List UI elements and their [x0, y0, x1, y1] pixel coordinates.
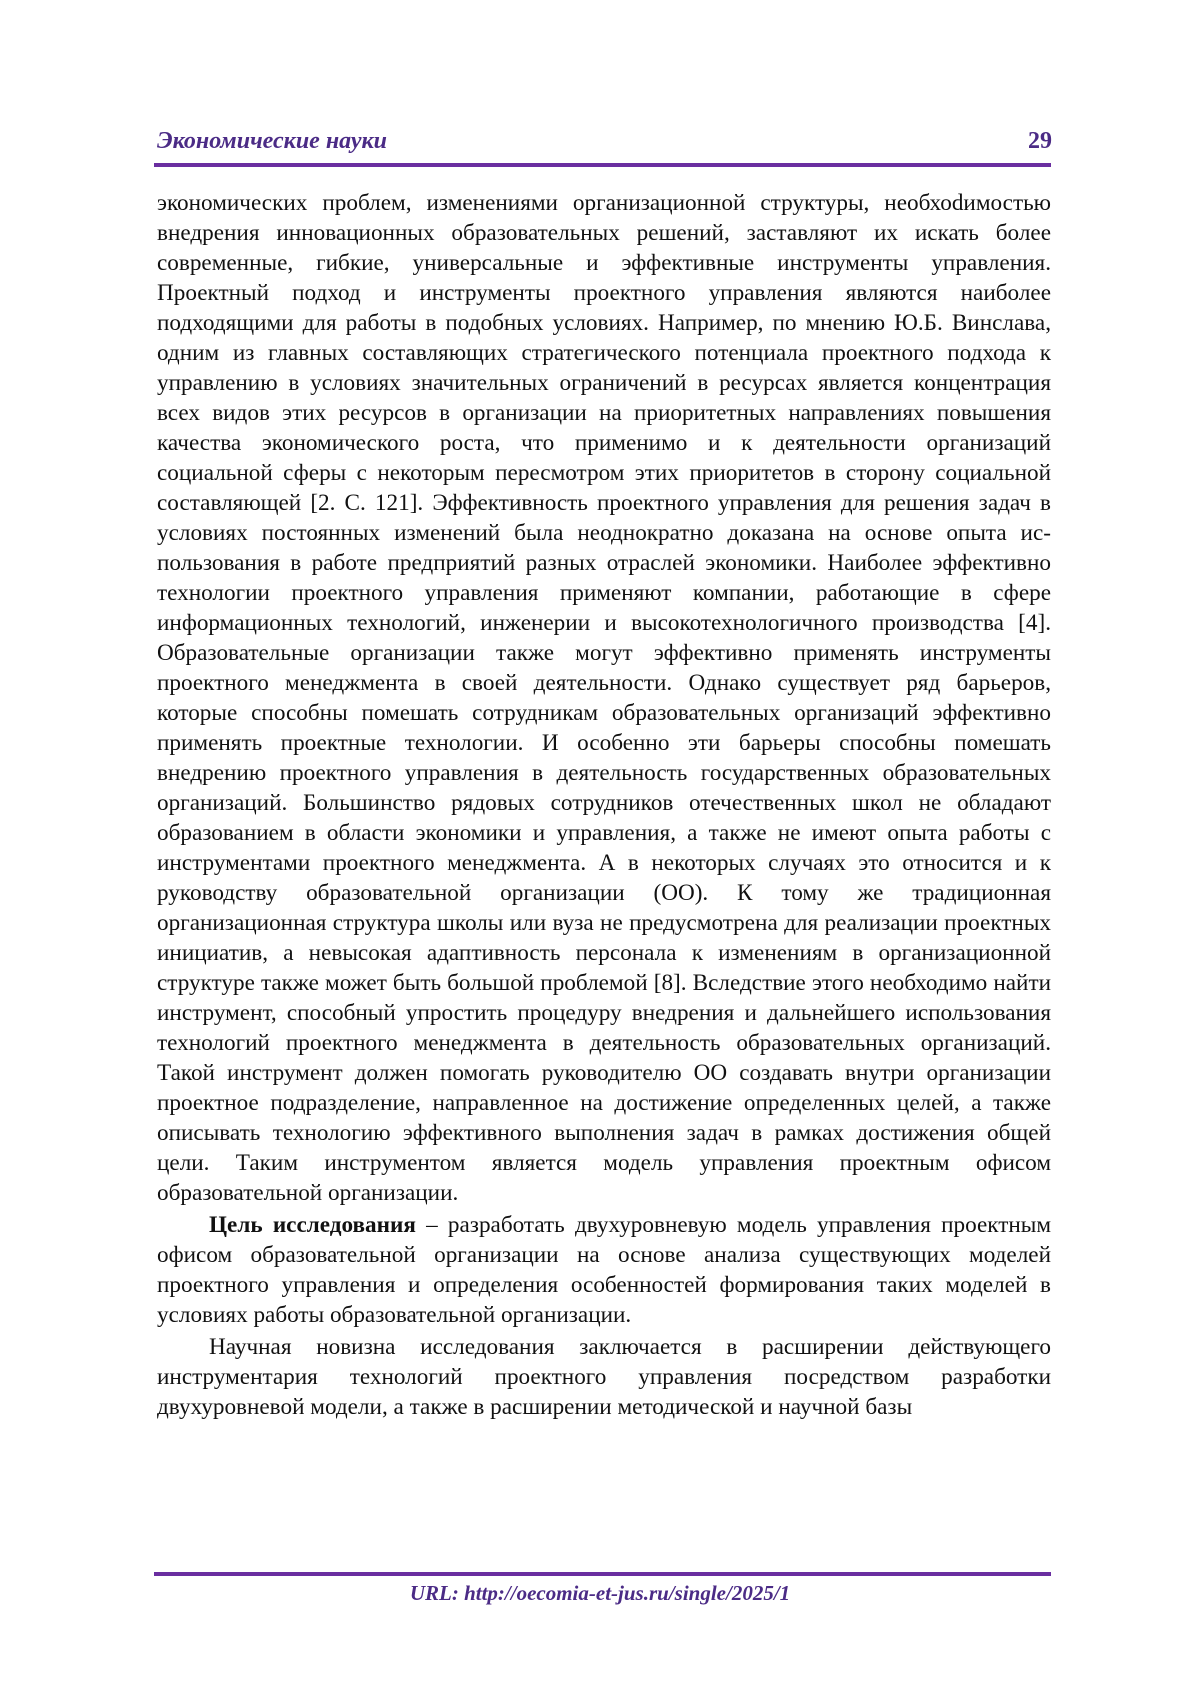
- running-header: [157, 128, 1052, 164]
- footer-divider: [154, 1572, 1051, 1576]
- novelty-paragraph: Научная новизна исследования заключается в расширении действующего инструментария технологий проектного управления посредством разработки двухуровневой модели, а также в расширении методической и научной базы: [157, 1334, 1051, 1420]
- research-goal-label: Цель исследования: [209, 1212, 416, 1238]
- section-title: Экономические науки: [157, 128, 387, 154]
- research-goal-text: – разработать двухуровневую модель управления проектным офисом образовательной организации на основе анализа существующих моделей проектного управления и определения особенностей формирования таких моделей в условиях работы образовательной организации.: [157, 1212, 1051, 1328]
- body-paragraph: экономических проблем, изменениями организационной структуры, необхоdимостью внедрения инновационных образовательных решений, заставляют их искать более современные, гибкие, универсальные и эффективные инструменты управления. Проектный подход и инструменты проектного управления являются наиболее подходящими для работы в подобных условиях. Например, по мнению Ю.Б. Винслава, одним из главных составляющих стратегического потенциала проектного подхода к управлению в условиях значительных ограничений в ресурсах является концентрация всех видов этих ресурсов в организации на приоритетных направлениях повышения качества экономического роста, что применимо и к деятельности организаций социальной сферы с некоторым пересмотром этих приоритетов в сторону социальной составляющей [2. С. 121]. Эффективность проектного управления для решения задач в условиях постоянных изменений была неоднократно доказана на основе опыта использования в работе предприятий разных отраслей экономики. Наиболее эффективно технологии проектного управления применяют компании, работающие в сфере информационных технологий, инженерии и высокотехнологичного производства [4]. Образовательные организации также могут эффективно применять инструменты проектного менеджмента в своей деятельности. Однако существует ряд барьеров, которые способны помешать сотрудникам образовательных организаций эффективно применять проектные технологии. И особенно эти барьеры способны помешать внедрению проектного управления в деятельность государственных образовательных организаций. Большинство рядовых сотрудников отечественных школ не обладают образованием в области экономики и управления, а также не имеют опыта работы с инструментами проектного менеджмента. А в некоторых случаях это относится и к руководству образовательной организации (ОО). К тому же традиционная организационная структура школы или вуза не предусмотрена для реализации проектных инициатив, а невысокая адаптивность персонала к изменениям в организационной структуре также может быть большой проблемой [8]. Вследствие этого необходимо найти инструмент, способный упростить процедуру внедрения и дальнейшего использования технологий проектного менеджмента в деятельность образовательных организаций. Такой инструмент должен помогать руководителю ОО создавать внутри организации проектное подразделение, направленное на достижение определенных целей, а также описывать технологию эффективного выполнения задач в рамках достижения общей цели. Таким инструментом является модель управления проектным офисом образовательной организации.: [157, 190, 1051, 1206]
- article-body: [157, 188, 1051, 1422]
- journal-url[interactable]: URL: http://oecomia-et-jus.ru/single/2025/1: [409, 1581, 791, 1605]
- research-goal-paragraph: [157, 1210, 1051, 1330]
- page-number: 29: [1028, 128, 1052, 154]
- header-divider: [154, 163, 1051, 167]
